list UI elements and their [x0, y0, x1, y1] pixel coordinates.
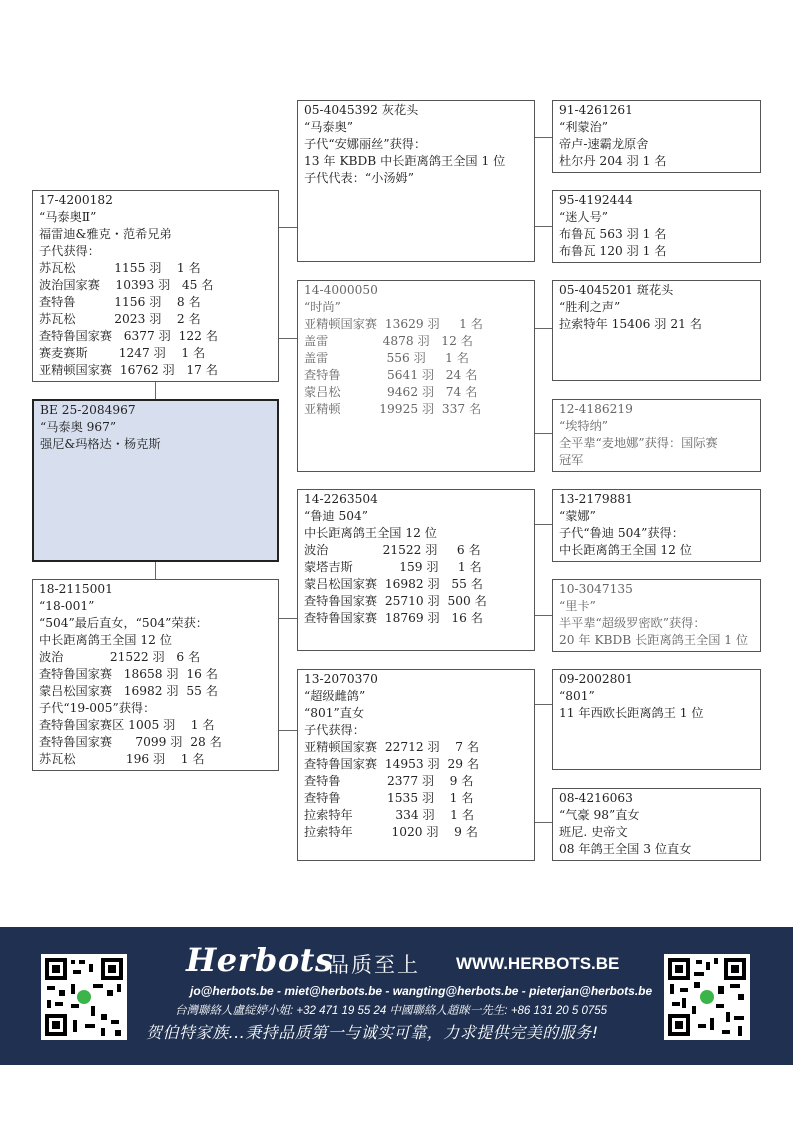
sire-dam-card — [297, 280, 535, 472]
connector-line — [278, 338, 297, 339]
ring-number: 18-2115001 — [39, 582, 113, 596]
pigeon-name: “埃特纳” — [559, 419, 609, 433]
email-addresses[interactable]: jo@herbots.be - miet@herbots.be - wangting@herbots.be - pieterjan@herbots.be — [190, 984, 653, 998]
pigeon-name: “马泰奥 967” — [40, 420, 117, 434]
pigeon-name: “时尚” — [304, 300, 341, 314]
connector-line — [155, 561, 156, 579]
ring-number: 91-4261261 — [559, 103, 633, 117]
detail-line: 中长距离鸽王全国 12 位 — [559, 543, 692, 557]
connector-line — [534, 433, 552, 434]
detail-line: 查特鲁国家赛 14953 羽 29 名 — [304, 757, 480, 771]
pigeon-name: “鲁迪 504” — [304, 509, 368, 523]
detail-line: 班尼. 史帝文 — [559, 825, 628, 839]
detail-line: 布鲁瓦 563 羽 1 名 — [559, 227, 667, 241]
pigeon-name: “利蒙治” — [559, 120, 609, 134]
ring-number: 10-3047135 — [559, 582, 633, 596]
detail-line: 苏瓦松 1155 羽 1 名 — [39, 261, 201, 275]
wechat-qr-code[interactable] — [664, 954, 750, 1040]
detail-line: 08 年鸽王全国 3 位直女 — [559, 842, 692, 856]
great-grandparent-card — [552, 489, 761, 562]
detail-line: 福雷迪&雅克・范希兄弟 — [39, 227, 172, 241]
subject-pigeon-card — [32, 399, 279, 562]
pigeon-name: “超级雌鸽” — [304, 689, 366, 703]
pigeon-name: “马泰奥Ⅱ” — [39, 210, 97, 224]
ring-number: BE 25-2084967 — [40, 403, 136, 417]
detail-line: 子代获得： — [39, 244, 100, 258]
detail-line: 亚精顿国家赛 13629 羽 1 名 — [304, 317, 483, 331]
tagline: 贺伯特家族...秉持品质第一与诚实可靠，力求提供完美的服务! — [146, 1023, 599, 1042]
connector-line — [278, 618, 297, 619]
detail-line: 盖雷 556 羽 1 名 — [304, 351, 469, 365]
pigeon-name: “马泰奥” — [304, 120, 354, 134]
detail-line: 子代代表：“小汤姆” — [304, 171, 414, 185]
ring-number: 95-4192444 — [559, 193, 633, 207]
pigeon-name: “801” — [559, 689, 595, 703]
detail-line: 波治国家赛 10393 羽 45 名 — [39, 278, 214, 292]
detail-line: 赛麦赛斯 1247 羽 1 名 — [39, 346, 206, 360]
dam-sire-card — [297, 489, 535, 651]
detail-line: 11 年西欧长距离鸽王 1 位 — [559, 706, 704, 720]
detail-line: 拉索特年 1020 羽 9 名 — [304, 825, 478, 839]
detail-line: 拉索特年 15406 羽 21 名 — [559, 317, 702, 331]
connector-line — [534, 822, 552, 823]
detail-line: 波治 21522 羽 6 名 — [39, 650, 201, 664]
connector-line — [534, 524, 552, 525]
detail-line: 中长距离鸽王全国 12 位 — [304, 526, 437, 540]
detail-line: 查特鲁国家赛 18658 羽 16 名 — [39, 667, 218, 681]
great-grandparent-card — [552, 669, 761, 770]
detail-line: 拉索特年 334 羽 1 名 — [304, 808, 475, 822]
great-grandparent-card — [552, 399, 761, 472]
great-grandparent-card — [552, 788, 761, 861]
detail-line: 全平辈“麦地娜”获得：国际赛 — [559, 436, 718, 450]
connector-line — [534, 328, 552, 329]
pigeon-name: “18-001” — [39, 599, 95, 613]
detail-line: 苏瓦松 2023 羽 2 名 — [39, 312, 201, 326]
detail-line: 帝卢-速霸龙原舍 — [559, 137, 649, 151]
connector-line — [155, 381, 156, 399]
detail-line: 亚精顿国家赛 16762 羽 17 名 — [39, 363, 218, 377]
detail-line: 中长距离鸽王全国 12 位 — [39, 633, 172, 647]
ring-number: 13-2179881 — [559, 492, 633, 506]
detail-line: 查特鲁国家赛 7099 羽 28 名 — [39, 735, 222, 749]
herbots-logo: Herbots — [186, 941, 334, 979]
detail-line: 杜尔丹 204 羽 1 名 — [559, 154, 667, 168]
detail-line: 蒙吕松国家赛 16982 羽 55 名 — [304, 577, 483, 591]
ring-number: 14-2263504 — [304, 492, 378, 506]
connector-line — [278, 227, 297, 228]
detail-line: 子代“19-005”获得： — [39, 701, 156, 715]
contact-phones: 台灣聯絡人盧綻婷小姐: +32 471 19 55 24 中國聯絡人趙睞一先生: +86 131 20 5 0755 — [175, 1005, 608, 1017]
detail-line: 波治 21522 羽 6 名 — [304, 543, 481, 557]
detail-line: 子代获得： — [304, 723, 365, 737]
detail-line: 苏瓦松 196 羽 1 名 — [39, 752, 205, 766]
connector-line — [534, 704, 552, 705]
sire-sire-card — [297, 100, 535, 262]
detail-line: “504”最后直女，“504”荣获： — [39, 616, 208, 630]
line-qr-code[interactable] — [41, 954, 127, 1040]
great-grandparent-card — [552, 100, 761, 173]
ring-number: 17-4200182 — [39, 193, 113, 207]
ring-number: 13-2070370 — [304, 672, 378, 686]
great-grandparent-card — [552, 579, 761, 652]
great-grandparent-card — [552, 190, 761, 263]
pigeon-name: “气豪 98”直女 — [559, 808, 640, 822]
sire-card — [32, 190, 279, 382]
ring-number: 08-4216063 — [559, 791, 633, 805]
detail-line: 半平辈“超级罗密欧”获得： — [559, 616, 706, 630]
detail-line: 蒙塔吉斯 159 羽 1 名 — [304, 560, 482, 574]
pigeon-name: “迷人号” — [559, 210, 609, 224]
detail-line: 查特鲁 2377 羽 9 名 — [304, 774, 474, 788]
detail-line: 查特鲁 1156 羽 8 名 — [39, 295, 201, 309]
detail-line: 亚精顿国家赛 22712 羽 7 名 — [304, 740, 480, 754]
great-grandparent-card — [552, 280, 761, 381]
detail-line: 查特鲁 5641 羽 24 名 — [304, 368, 478, 382]
detail-line: 查特鲁国家赛 18769 羽 16 名 — [304, 611, 483, 625]
detail-line: 查特鲁国家赛 6377 羽 122 名 — [39, 329, 218, 343]
ring-number: 05-4045201 斑花头 — [559, 283, 674, 297]
footer-banner — [0, 927, 793, 1065]
detail-line: “801”直女 — [304, 706, 365, 720]
detail-line: 查特鲁国家赛 25710 羽 500 名 — [304, 594, 487, 608]
detail-line: 冠军 — [559, 453, 584, 467]
detail-line: 布鲁瓦 120 羽 1 名 — [559, 244, 667, 258]
ring-number: 09-2002801 — [559, 672, 633, 686]
detail-line: 蒙吕松国家赛 16982 羽 55 名 — [39, 684, 218, 698]
dam-card — [32, 579, 279, 771]
website-link[interactable]: WWW.HERBOTS.BE — [456, 954, 620, 973]
ring-number: 05-4045392 灰花头 — [304, 103, 419, 117]
detail-line: 亚精顿 19925 羽 337 名 — [304, 402, 482, 416]
detail-line: 子代“安娜丽丝”获得： — [304, 137, 427, 151]
slogan: 品质至上 — [328, 953, 420, 977]
detail-line: 盖雷 4878 羽 12 名 — [304, 334, 473, 348]
detail-line: 查特鲁国家赛区 1005 羽 1 名 — [39, 718, 215, 732]
dam-dam-card — [297, 669, 535, 861]
detail-line: 20 年 KBDB 长距离鸽王全国 1 位 — [559, 633, 749, 647]
pigeon-name: “里卡” — [559, 599, 596, 613]
detail-line: 13 年 KBDB 中长距离鸽王全国 1 位 — [304, 154, 506, 168]
connector-line — [534, 137, 552, 138]
ring-number: 14-4000050 — [304, 283, 378, 297]
detail-line: 查特鲁 1535 羽 1 名 — [304, 791, 474, 805]
connector-line — [534, 226, 552, 227]
connector-line — [278, 730, 297, 731]
detail-line: 子代“鲁迪 504”获得： — [559, 526, 684, 540]
detail-line: 蒙吕松 9462 羽 74 名 — [304, 385, 478, 399]
detail-line: 强尼&玛格达・杨克斯 — [40, 437, 161, 451]
pigeon-name: “蒙娜” — [559, 509, 596, 523]
pigeon-name: “胜利之声” — [559, 300, 621, 314]
connector-line — [534, 615, 552, 616]
ring-number: 12-4186219 — [559, 402, 633, 416]
